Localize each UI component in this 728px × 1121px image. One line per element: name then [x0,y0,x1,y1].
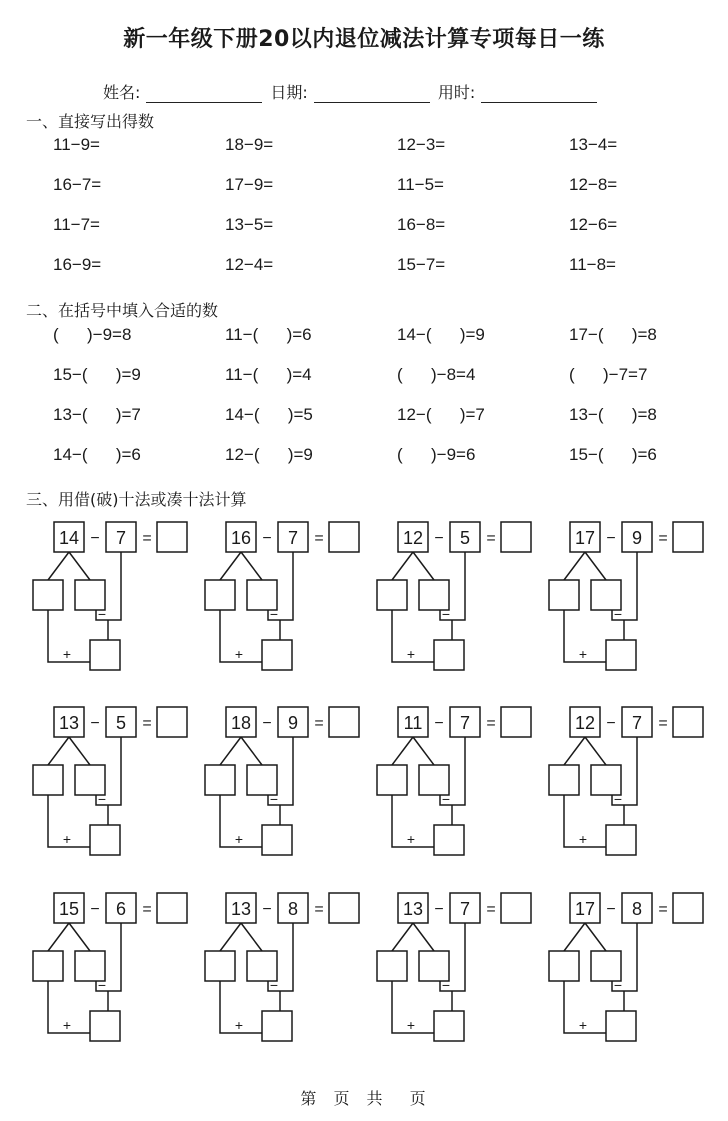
plus-operation-label: + [578,646,588,662]
split-box-left[interactable] [33,951,63,981]
minus-operation-label: − [269,606,279,622]
answer-box[interactable] [501,707,531,737]
answer-box[interactable] [157,707,187,737]
fill-blank-problem[interactable]: 12−( )=7 [397,405,485,424]
direct-calc-problem: 16−9= [53,255,102,274]
plus-operation-label: + [578,831,588,847]
direct-calc-problem: 13−4= [569,135,618,154]
answer-box[interactable] [673,893,703,923]
direct-calc-problem: 12−6= [569,215,618,234]
intermediate-box[interactable] [434,825,464,855]
direct-calc-problem: 11−7= [53,215,100,234]
minus-sign: − [262,530,272,547]
split-line-left [220,737,241,765]
total-unit: 页 [409,1089,428,1108]
intermediate-box[interactable] [434,640,464,670]
subtrahend-value: 7 [459,899,471,919]
split-ten-diagram [549,522,709,672]
page-footer [0,1086,728,1109]
fill-blank-problem[interactable]: 13−( )=7 [53,405,141,424]
subtrahend-value: 7 [459,713,471,733]
subtrahend-value: 7 [287,528,299,548]
section-1-heading: 一、直接写出得数 [26,112,155,131]
split-line-right [241,923,262,951]
minus-operation-label: − [441,977,451,993]
intermediate-box[interactable] [434,1011,464,1041]
direct-calc-problem: 12−3= [397,135,446,154]
split-ten-diagram [205,522,365,672]
direct-calc-problem: 12−8= [569,175,618,194]
minus-operation-label: − [613,791,623,807]
minus-sign: − [262,715,272,732]
name-label: 姓名: [103,83,141,102]
split-box-left[interactable] [549,951,579,981]
minuend-value: 12 [574,713,596,733]
plus-operation-label: + [406,831,416,847]
minuend-value: 13 [58,713,80,733]
fill-blank-problem[interactable]: ( )−7=7 [569,365,648,384]
answer-box[interactable] [157,522,187,552]
minuend-value: 18 [230,713,252,733]
split-line-left [564,737,585,765]
direct-calc-problem: 16−8= [397,215,446,234]
subtrahend-value: 8 [287,899,299,919]
minus-operation-label: − [97,606,107,622]
split-ten-diagram [377,522,537,672]
minus-sign: − [434,715,444,732]
split-ten-diagram [377,707,537,857]
equals-sign: = [658,901,668,918]
minuend-value: 17 [574,899,596,919]
equals-sign: = [486,530,496,547]
equals-sign: = [658,715,668,732]
minus-sign: − [434,530,444,547]
split-line-left [220,923,241,951]
fill-blank-problem[interactable]: 13−( )=8 [569,405,657,424]
split-line-left [392,552,413,580]
split-line-right [413,552,434,580]
intermediate-box[interactable] [606,640,636,670]
fill-blank-problem[interactable]: ( )−9=6 [397,445,476,464]
plus-operation-label: + [62,831,72,847]
direct-calc-problem: 16−7= [53,175,102,194]
plus-operation-label: + [62,646,72,662]
split-box-left[interactable] [549,765,579,795]
split-line-right [69,737,90,765]
split-ten-diagram [33,893,193,1043]
intermediate-box[interactable] [90,640,120,670]
split-ten-diagram [33,707,193,857]
direct-calc-problem: 12−4= [225,255,274,274]
direct-calc-problem: 17−9= [225,175,274,194]
subtrahend-value: 9 [287,713,299,733]
equals-sign: = [142,530,152,547]
minuend-value: 14 [58,528,80,548]
intermediate-box[interactable] [90,1011,120,1041]
subtrahend-value: 7 [631,713,643,733]
answer-box[interactable] [501,522,531,552]
minus-operation-label: − [269,977,279,993]
plus-operation-label: + [406,646,416,662]
equals-sign: = [658,530,668,547]
direct-calc-problem: 11−8= [569,255,616,274]
split-line-right [69,552,90,580]
plus-operation-label: + [234,1017,244,1033]
split-line-left [392,737,413,765]
split-box-left[interactable] [205,951,235,981]
fill-blank-problem[interactable]: ( )−9=8 [53,325,132,344]
subtrahend-value: 9 [631,528,643,548]
split-box-left[interactable] [205,765,235,795]
subtrahend-value: 7 [115,528,127,548]
split-line-right [241,552,262,580]
split-line-right [413,923,434,951]
split-line-left [48,737,69,765]
intermediate-box[interactable] [90,825,120,855]
section-3-heading: 三、用借(破)十法或凑十法计算 [26,490,247,509]
fill-blank-problem[interactable]: 14−( )=6 [53,445,141,464]
fill-blank-problem[interactable]: 15−( )=6 [569,445,657,464]
minuend-value: 11 [403,713,423,733]
equals-sign: = [486,901,496,918]
minus-operation-label: − [613,606,623,622]
section-2-heading: 二、在括号中填入合适的数 [26,301,219,320]
split-line-left [564,923,585,951]
equals-sign: = [314,715,324,732]
fill-blank-problem[interactable]: 12−( )=9 [225,445,313,464]
plus-operation-label: + [234,646,244,662]
split-line-right [413,737,434,765]
minus-operation-label: − [441,791,451,807]
split-ten-diagram [205,707,365,857]
split-ten-diagram [205,893,365,1043]
split-line-right [241,737,262,765]
subtrahend-value: 8 [631,899,643,919]
minuend-value: 13 [230,899,252,919]
split-ten-diagram [33,522,193,672]
intermediate-box[interactable] [262,1011,292,1041]
minus-sign: − [90,530,100,547]
intermediate-box[interactable] [606,825,636,855]
subtrahend-value: 5 [459,528,471,548]
split-box-left[interactable] [377,580,407,610]
fill-blank-problem[interactable]: 11−( )=6 [225,325,312,344]
minus-sign: − [90,901,100,918]
direct-calc-problem: 11−5= [397,175,444,194]
direct-calc-problem: 11−9= [53,135,100,154]
minus-operation-label: − [97,791,107,807]
split-ten-diagram [377,893,537,1043]
split-line-right [69,923,90,951]
minus-sign: − [606,530,616,547]
subtrahend-value: 6 [115,899,127,919]
split-box-left[interactable] [377,765,407,795]
date-field[interactable] [314,84,430,103]
equals-sign: = [142,715,152,732]
name-field[interactable] [146,84,262,103]
direct-calc-problem: 13−5= [225,215,274,234]
split-ten-diagram [549,707,709,857]
time-used-label: 用时: [437,83,476,102]
split-line-right [585,923,606,951]
answer-box[interactable] [329,522,359,552]
plus-operation-label: + [578,1017,588,1033]
minuend-value: 15 [58,899,80,919]
fill-blank-problem[interactable]: 17−( )=8 [569,325,657,344]
minus-operation-label: − [269,791,279,807]
equals-sign: = [486,715,496,732]
page-unit: 页 [333,1089,352,1108]
subtrahend-value: 5 [115,713,127,733]
fill-blank-problem[interactable]: 15−( )=9 [53,365,141,384]
answer-box[interactable] [329,707,359,737]
minus-operation-label: − [441,606,451,622]
fill-blank-problem[interactable]: 14−( )=5 [225,405,313,424]
minuend-value: 13 [402,899,424,919]
split-line-left [220,552,241,580]
intermediate-box[interactable] [262,640,292,670]
split-line-left [48,552,69,580]
plus-operation-label: + [406,1017,416,1033]
minus-operation-label: − [613,977,623,993]
minus-sign: − [262,901,272,918]
split-line-right [585,737,606,765]
plus-operation-label: + [62,1017,72,1033]
minuend-value: 16 [230,528,252,548]
direct-calc-problem: 18−9= [225,135,274,154]
intermediate-box[interactable] [262,825,292,855]
split-box-left[interactable] [33,765,63,795]
answer-box[interactable] [329,893,359,923]
minus-operation-label: − [97,977,107,993]
fill-blank-problem[interactable]: 14−( )=9 [397,325,485,344]
student-info-row [103,80,605,103]
split-box-left[interactable] [33,580,63,610]
split-ten-diagram [549,893,709,1043]
equals-sign: = [314,530,324,547]
answer-box[interactable] [157,893,187,923]
minus-sign: − [90,715,100,732]
split-line-right [585,552,606,580]
answer-box[interactable] [673,522,703,552]
split-line-left [392,923,413,951]
split-box-left[interactable] [549,580,579,610]
fill-blank-problem[interactable]: 11−( )=4 [225,365,312,384]
time-used-field[interactable] [481,84,597,103]
answer-box[interactable] [501,893,531,923]
minus-sign: − [606,901,616,918]
plus-operation-label: + [234,831,244,847]
direct-calc-problem: 15−7= [397,255,446,274]
minuend-value: 17 [574,528,596,548]
split-line-left [564,552,585,580]
total-label: 共 [366,1089,385,1108]
minus-sign: − [606,715,616,732]
page-label: 第 [300,1089,319,1108]
split-line-left [48,923,69,951]
equals-sign: = [142,901,152,918]
equals-sign: = [314,901,324,918]
worksheet-title: 新一年级下册20以内退位减法计算专项每日一练 [123,27,605,52]
answer-box[interactable] [673,707,703,737]
minus-sign: − [434,901,444,918]
intermediate-box[interactable] [606,1011,636,1041]
split-box-left[interactable] [205,580,235,610]
date-label: 日期: [270,83,308,102]
minuend-value: 12 [402,528,424,548]
fill-blank-problem[interactable]: ( )−8=4 [397,365,476,384]
split-box-left[interactable] [377,951,407,981]
